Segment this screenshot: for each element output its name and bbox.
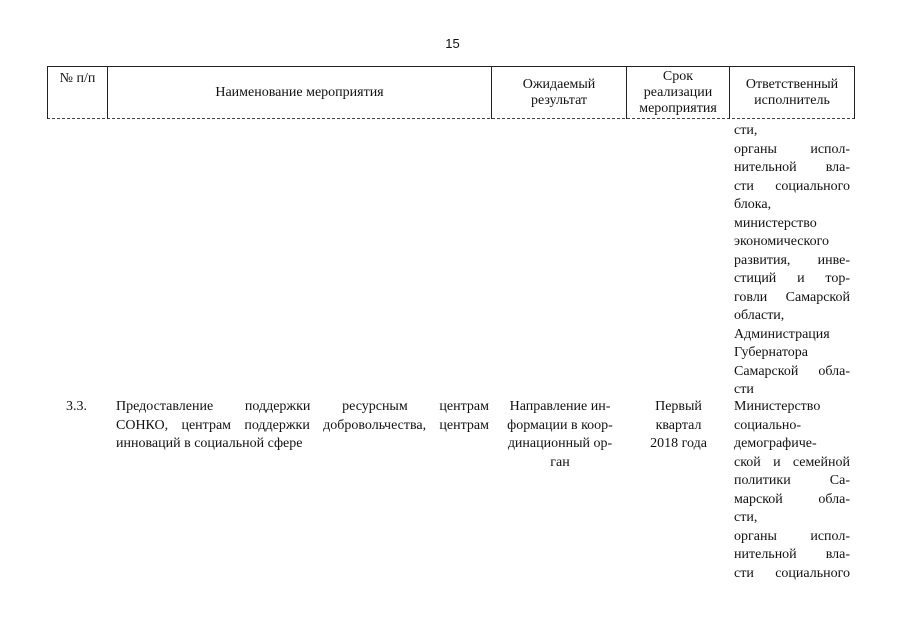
text-line: органы испол- [734, 528, 850, 544]
text-line: Самарской обла- [734, 363, 850, 379]
text-line: нительной вла- [734, 547, 850, 562]
row-number: 3.3. [66, 399, 87, 414]
text-line: марской обла- [734, 491, 850, 507]
header-responsible-label: Ответственный исполнитель [745, 77, 839, 108]
text-line: политики Са- [734, 473, 850, 488]
text-line: Администрация [734, 326, 830, 342]
text-line: сти [734, 382, 754, 397]
row-name-cell [116, 398, 489, 454]
text-line: Предоставление поддержки ресурсным центрам [116, 399, 489, 414]
header-col-term [626, 67, 729, 119]
text-line: формации в коор- [507, 417, 613, 433]
row-responsible-cell [734, 398, 850, 583]
header-number-label: № п/п [59, 71, 96, 86]
page-number: 15 [445, 36, 460, 51]
text-line: министерство [734, 215, 817, 231]
text-line: Губернатора [734, 345, 809, 360]
text-line: сти, [734, 123, 758, 138]
row-result-cell [500, 398, 620, 472]
text-line: демографиче- [734, 436, 817, 451]
text-line: блока, [734, 197, 772, 212]
header-col-name [107, 67, 491, 119]
text-line: Первый [655, 399, 702, 414]
text-line: Министерство [734, 399, 821, 414]
text-line: динационный ор- [507, 436, 613, 451]
text-line: органы испол- [734, 141, 850, 157]
header-col-responsible [729, 67, 855, 119]
text-line: социально- [734, 417, 802, 433]
text-line: сти социального [734, 178, 850, 194]
text-line: нительной вла- [734, 160, 850, 175]
text-line: стиций и тор- [734, 271, 850, 286]
text-line: СОНКО, центрам поддержки добровольчества, центрам [116, 417, 489, 433]
row-term-cell [632, 398, 725, 454]
header-col-result [491, 67, 626, 119]
table-header [47, 66, 855, 119]
header-result-label: Ожидаемый результат [522, 77, 596, 108]
header-term-label: Срок реализации мероприятия [639, 69, 717, 116]
text-line: сти, [734, 510, 758, 525]
text-line: Направление ин- [509, 399, 611, 414]
text-line: сти социального [734, 565, 850, 581]
header-col-number [47, 67, 107, 119]
text-line: говли Самарской [734, 289, 850, 305]
text-line: 2018 года [650, 436, 707, 451]
text-line: ской и семейной [734, 454, 850, 470]
text-line: области, [734, 308, 785, 323]
text-line: ган [550, 454, 570, 470]
text-line: инноваций в социальной сфере [116, 436, 303, 451]
text-line: квартал [655, 417, 702, 433]
continued-responsible-cell [734, 122, 850, 400]
text-line: экономического [734, 234, 829, 249]
text-line: развития, инве- [734, 252, 850, 268]
header-name-label: Наименование мероприятия [215, 85, 384, 100]
